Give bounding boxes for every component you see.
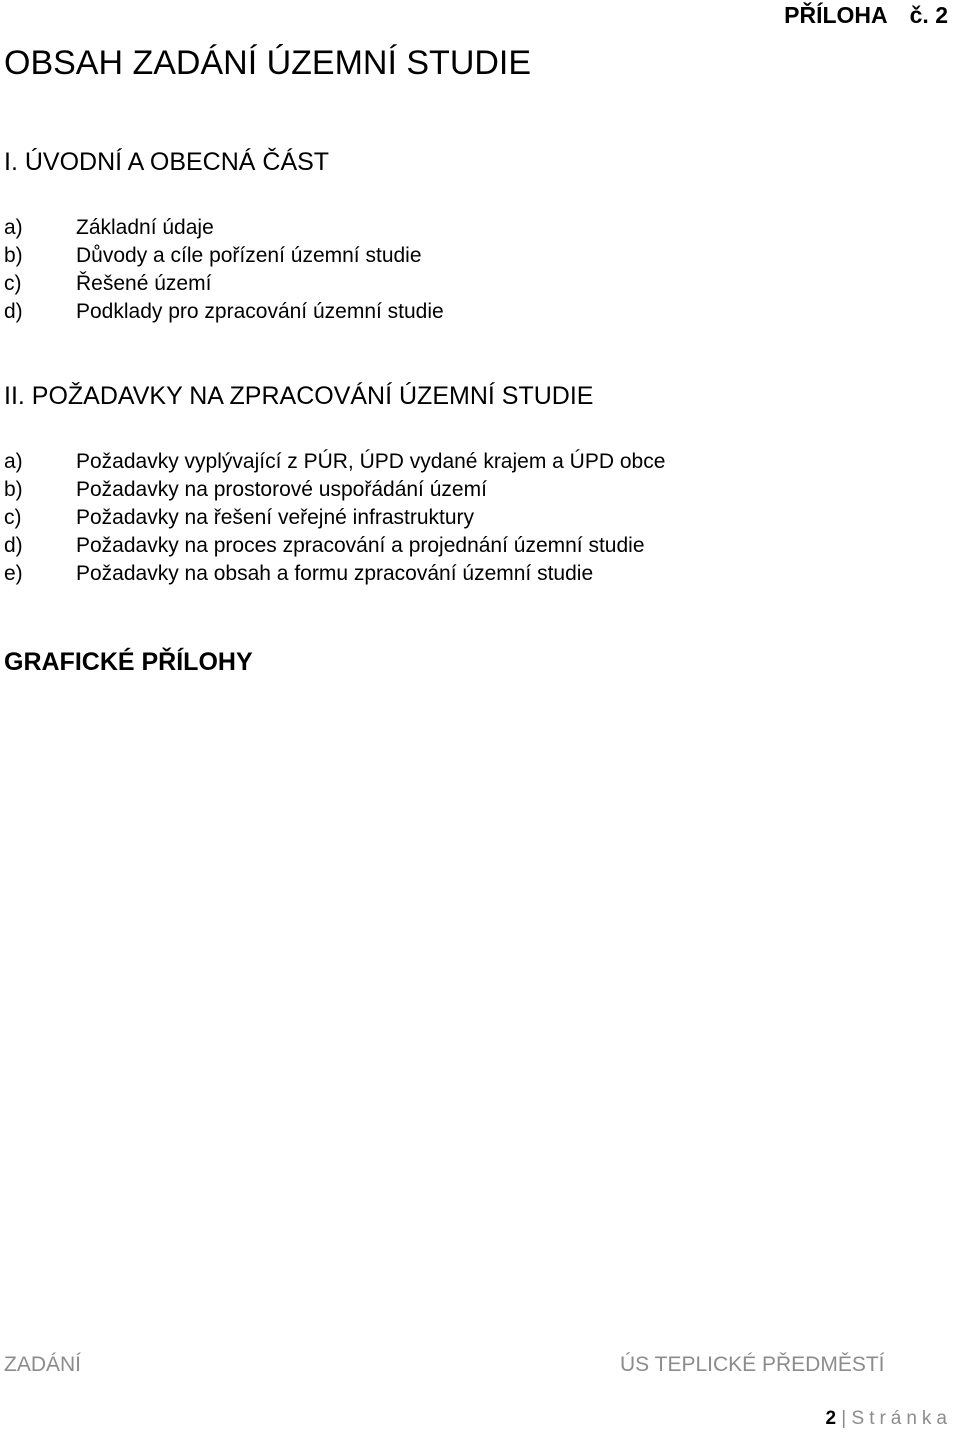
list-item xyxy=(4,242,444,270)
annex-number: č. 2 xyxy=(909,2,948,28)
list-item-text: Základní údaje xyxy=(76,216,214,239)
list-item-text: Požadavky na řešení veřejné infrastruktury xyxy=(76,506,475,529)
annex-label-text: PŘÍLOHA xyxy=(784,2,888,28)
list-item-mark: a) xyxy=(4,450,23,473)
list-item xyxy=(4,532,665,560)
list-item xyxy=(4,504,665,532)
graphics-heading: GRAFICKÉ PŘÍLOHY xyxy=(4,648,253,676)
list-item-mark: c) xyxy=(4,506,22,529)
page-number-separator: | xyxy=(841,1408,847,1429)
list-item-mark: d) xyxy=(4,300,23,323)
list-item xyxy=(4,270,444,298)
list-item-mark: a) xyxy=(4,216,23,239)
annex-label xyxy=(784,2,948,29)
list-item xyxy=(4,448,665,476)
list-item-text: Požadavky vyplývající z PÚR, ÚPD vydané krajem a ÚPD obce xyxy=(76,450,666,473)
page-number-word: Stránka xyxy=(851,1408,952,1429)
list-item-text: Požadavky na prostorové uspořádání území xyxy=(76,478,487,501)
footer-left: ZADÁNÍ xyxy=(4,1353,82,1376)
list-item-text: Požadavky na obsah a formu zpracování územní studie xyxy=(76,562,594,585)
list-item-text: Důvody a cíle pořízení územní studie xyxy=(76,244,422,267)
section-2-heading: II. POŽADAVKY NA ZPRACOVÁNÍ ÚZEMNÍ STUDIE xyxy=(4,382,594,410)
list-item xyxy=(4,476,665,504)
section-2-list xyxy=(4,448,665,588)
list-item xyxy=(4,214,444,242)
list-item xyxy=(4,560,665,588)
page-number xyxy=(825,1408,952,1430)
section-1-list xyxy=(4,214,444,326)
list-item-mark: e) xyxy=(4,562,23,585)
footer-right: ÚS TEPLICKÉ PŘEDMĚSTÍ xyxy=(620,1353,885,1376)
list-item-text: Podklady pro zpracování územní studie xyxy=(76,300,444,323)
list-item-mark: b) xyxy=(4,478,23,501)
document-title: OBSAH ZADÁNÍ ÚZEMNÍ STUDIE xyxy=(4,44,532,82)
list-item-text: Požadavky na proces zpracování a projednání územní studie xyxy=(76,534,645,557)
list-item-mark: b) xyxy=(4,244,23,267)
list-item-mark: c) xyxy=(4,272,22,295)
page-number-value: 2 xyxy=(825,1408,837,1429)
list-item-mark: d) xyxy=(4,534,23,557)
list-item-text: Řešené území xyxy=(76,272,212,295)
section-1-heading: I. ÚVODNÍ A OBECNÁ ČÁST xyxy=(4,148,330,176)
list-item xyxy=(4,298,444,326)
